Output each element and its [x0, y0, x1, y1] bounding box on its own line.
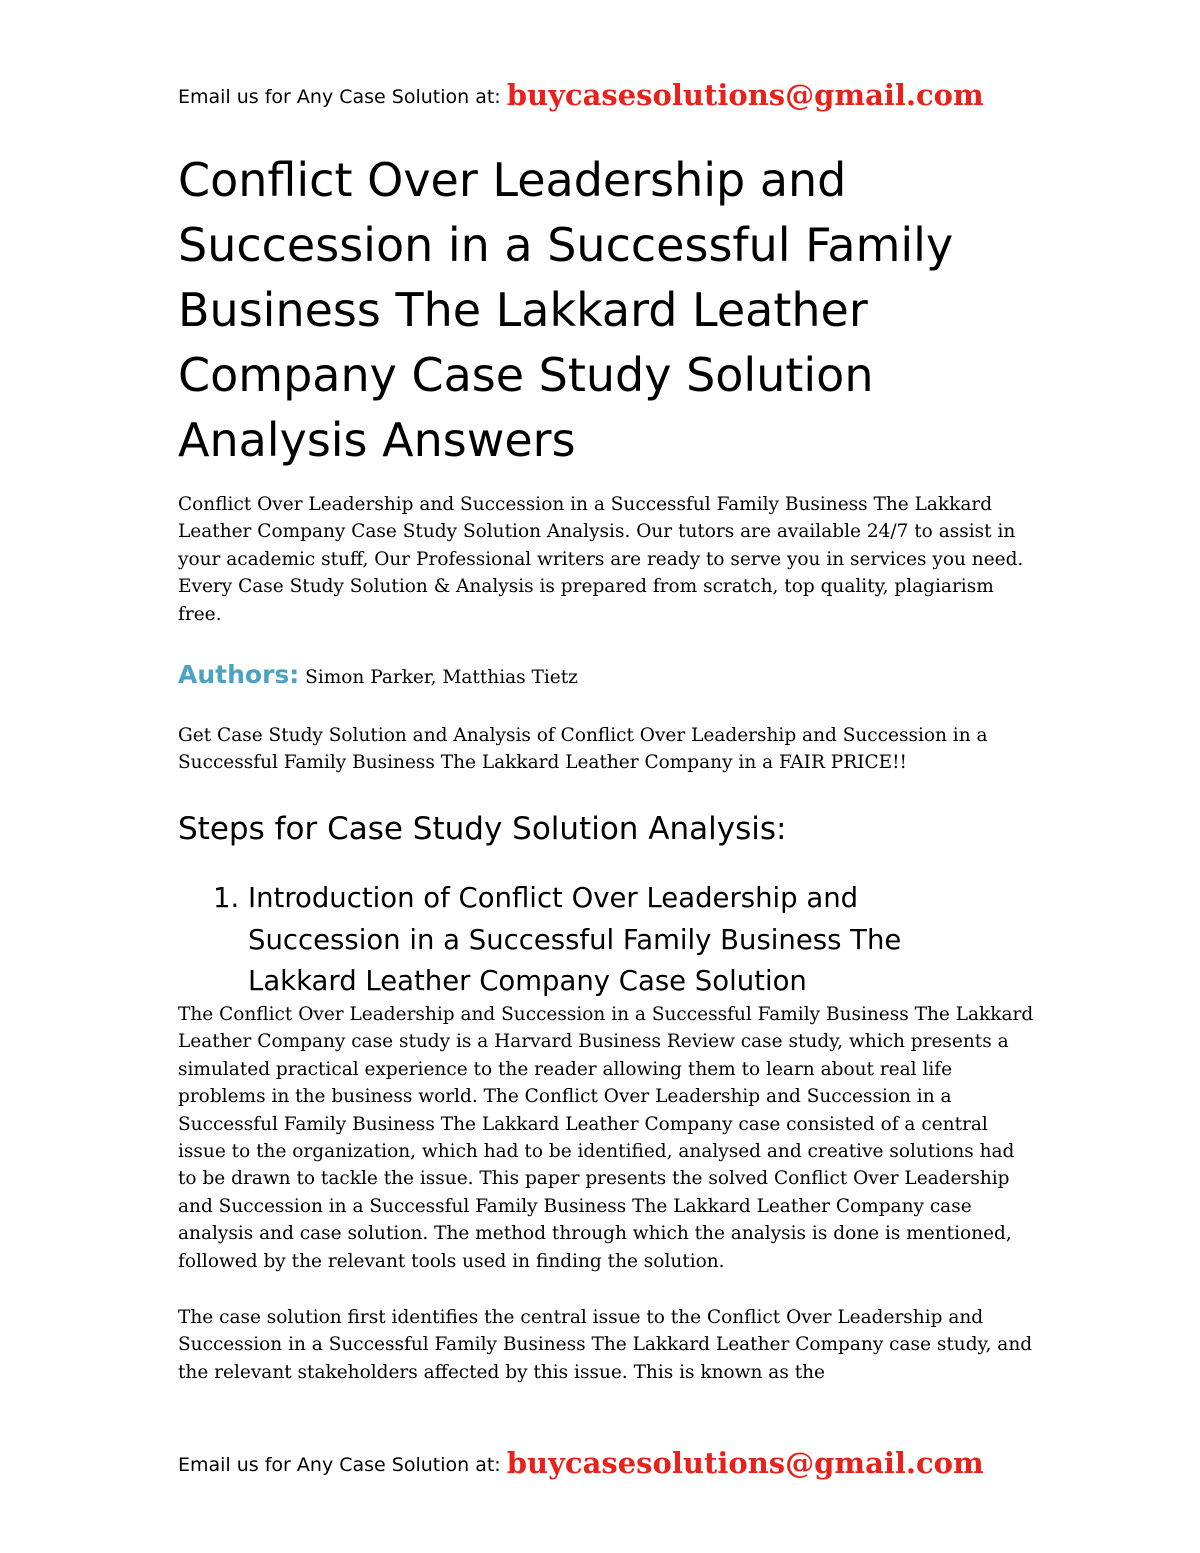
authors-label: Authors:	[178, 660, 300, 689]
document-title: Conflict Over Leadership and Succession in a Successful Family Business The Lakkard Leather Company Case Study Solution Analysis Answers	[178, 153, 954, 467]
step-title: Introduction of Conflict Over Leadership and Succession in a Successful Family Business The Lakkard Leather Company Case Solution	[248, 882, 902, 997]
step-paragraph-1: The Conflict Over Leadership and Succession in a Successful Family Business The Lakkard Leather Company case study is a Harvard Business Review case study, which presents a simulated practical experience to the reader allowing them to learn about real life problems in the business world. The Conflict Over Leadership and Succession in a Successful Family Business The Lakkard Leather Company case consisted of a central issue to the organization, which had to be identified, analysed and creative solutions had to be drawn to tackle the issue. This paper presents the solved Conflict Over Leadership and Succession in a Successful Family Business The Lakkard Leather Company case analysis and case solution. The method through which the analysis is done is mentioned, followed by the relevant tools used in finding the solution.	[178, 1004, 1034, 1272]
step-paragraph-2: The case solution first identifies the central issue to the Conflict Over Leadership and Succession in a Successful Family Business The Lakkard Leather Company case study, and the relevant stakeholders affected by this issue. This is known as the	[178, 1307, 1033, 1383]
intro-paragraph: Conflict Over Leadership and Succession in a Successful Family Business The Lakkard Leather Company Case Study Solution Analysis. Our tutors are available 24/7 to assist in your academic stuff, Our Professional writers are ready to serve you in services you need. Every Case Study Solution & Analysis is prepared from scratch, top quality, plagiarism free.	[178, 494, 1024, 625]
header-contact-prefix: Email us for Any Case Solution at:	[178, 86, 507, 108]
footer-email-link[interactable]: buycasesolutions@gmail.com	[506, 1446, 984, 1480]
authors-line	[178, 660, 1038, 689]
footer-contact-prefix: Email us for Any Case Solution at:	[178, 1454, 507, 1476]
footer-contact	[178, 1448, 1078, 1480]
header-contact	[178, 80, 1078, 112]
authors-names: Simon Parker, Matthias Tietz	[299, 667, 578, 688]
step-number: 1.	[213, 882, 240, 914]
steps-heading: Steps for Case Study Solution Analysis:	[178, 811, 787, 847]
offer-paragraph: Get Case Study Solution and Analysis of Conflict Over Leadership and Succession in a Successful Family Business The Lakkard Leather Company in a FAIR PRICE!!	[178, 725, 988, 774]
step-item-1	[178, 878, 1038, 1003]
header-email-link[interactable]: buycasesolutions@gmail.com	[506, 78, 984, 112]
